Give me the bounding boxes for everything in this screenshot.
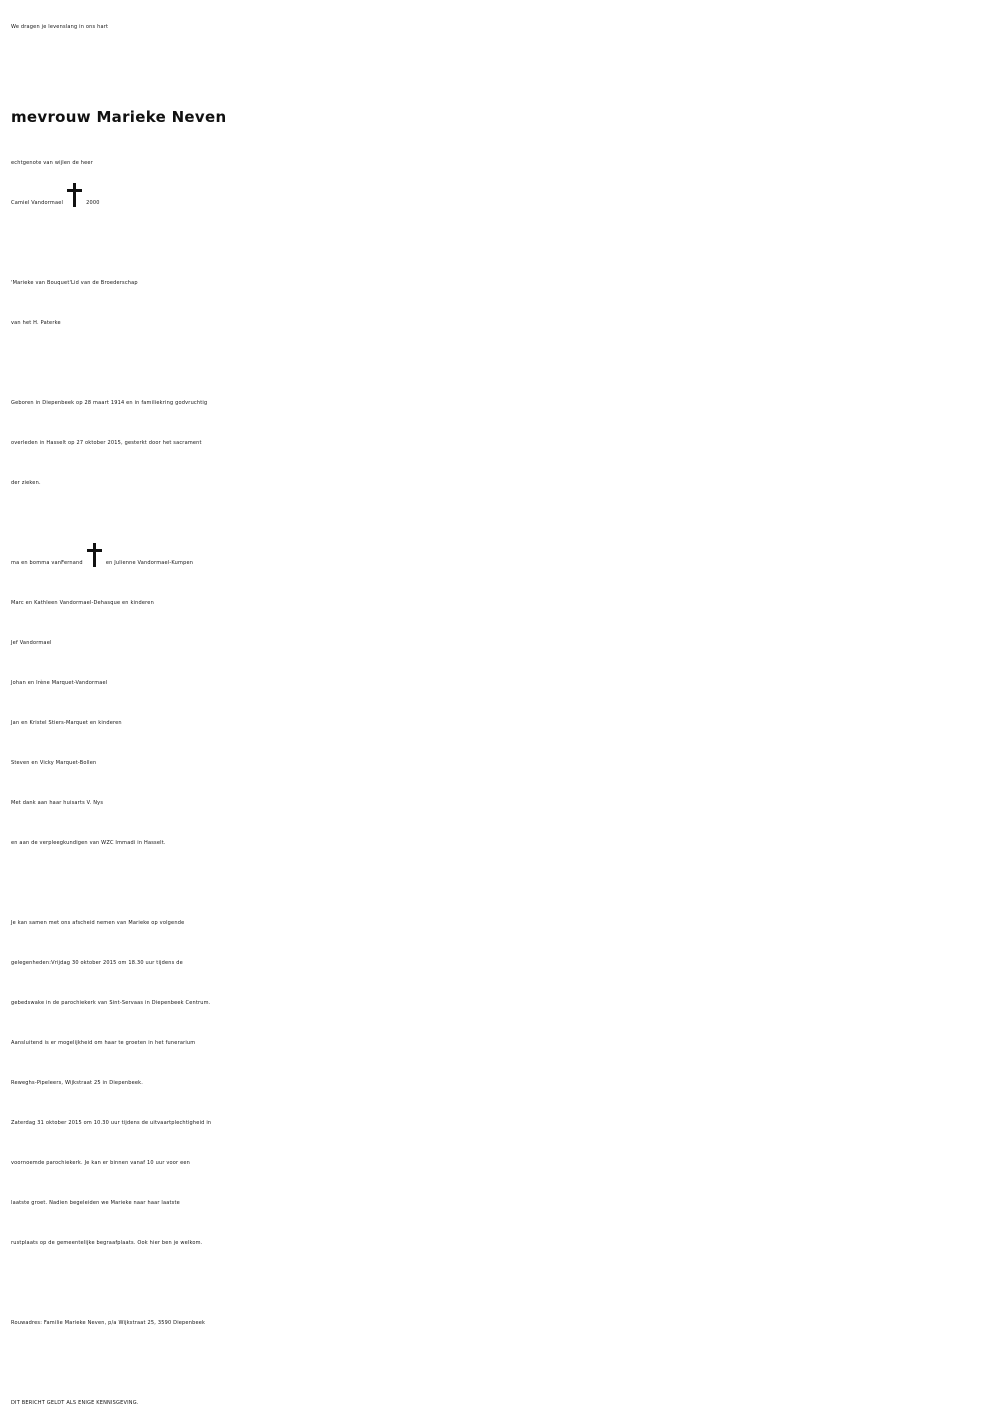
- life-line-3: der zieken.: [11, 480, 41, 486]
- spacer: [11, 1263, 995, 1303]
- nickname-line-2: van het H. Paterke: [11, 320, 61, 326]
- spacer: [11, 863, 995, 903]
- family-line: Johan en Irène Marquet-Vandormael: [11, 680, 108, 686]
- family-line-first: [11, 543, 995, 583]
- family-line: Jef Vandormael: [11, 640, 52, 646]
- spacer: [11, 223, 995, 263]
- farewell-line: gebedswake in de parochiekerk van Sint-Servaas in Diepenbeek Centrum.: [11, 1000, 211, 1006]
- life-line-2: overleden in Hasselt op 27 oktober 2015, gesterkt door het sacrament: [11, 440, 202, 446]
- farewell-line: gelegenheden:Vrijdag 30 oktober 2015 om 18.30 uur tijdens de: [11, 960, 183, 966]
- notice-statement: DIT BERICHT GELDT ALS ENIGE KENNISGEVING.: [11, 1400, 139, 1406]
- spouse-death-year: 2000: [86, 200, 100, 206]
- farewell-line: Zaterdag 31 oktober 2015 om 10.30 uur tijdens de uitvaartplechtigheid in: [11, 1120, 212, 1126]
- nickname-line-1: 'Marieke van Bouquet'Lid van de Broederschap: [11, 280, 138, 286]
- thanks-line: Met dank aan haar huisarts V. Nys: [11, 800, 104, 806]
- mourning-address: Rouwadres: Familie Marieke Neven, p/a Wijkstraat 25, 3590 Diepenbeek: [11, 1320, 206, 1326]
- spacer: [11, 47, 995, 87]
- life-line-1: Geboren in Diepenbeek op 28 maart 1914 en in familiekring godvruchtig: [11, 400, 208, 406]
- farewell-line: laatste groet. Nadien begeleiden we Marieke naar haar laatste: [11, 1200, 180, 1206]
- family-first-suffix: en Julienne Vandormael-Kumpen: [105, 560, 194, 566]
- family-line: Steven en Vicky Marquet-Bollen: [11, 760, 97, 766]
- spouse-line: [11, 183, 995, 223]
- farewell-line: voornoemde parochiekerk. Je kan er binnen vanaf 10 uur voor een: [11, 1160, 191, 1166]
- relation-line: echtgenote van wijlen de heer: [11, 160, 93, 166]
- spouse-name: Camiel Vandormael: [11, 200, 64, 206]
- farewell-line: Reweghs-Pipeleers, Wijkstraat 25 in Diepenbeek.: [11, 1080, 144, 1086]
- obituary-notice: [11, 7, 995, 1423]
- spacer: [11, 343, 995, 383]
- cross-icon: [67, 183, 81, 207]
- spacer: [11, 1343, 995, 1383]
- motto: We dragen je levenslang in ons hart: [11, 24, 109, 30]
- cross-icon: [87, 543, 101, 567]
- family-line: Marc en Kathleen Vandormael-Dehasque en kinderen: [11, 600, 154, 606]
- farewell-line: Je kan samen met ons afscheid nemen van Marieke op volgende: [11, 920, 185, 926]
- spacer: [11, 503, 995, 543]
- thanks-line: en aan de verpleegkundigen van WZC Immadi in Hasselt.: [11, 840, 166, 846]
- farewell-line: rustplaats op de gemeentelijke begraafplaats. Ook hier ben je welkom.: [11, 1240, 203, 1246]
- family-line: Jan en Kristel Stiers-Marquet en kinderen: [11, 720, 122, 726]
- farewell-line: Aansluitend is er mogelijkheid om haar te groeten in het funerarium: [11, 1040, 196, 1046]
- family-first-prefix: ma en bomma vanFernand: [11, 560, 83, 566]
- deceased-name: mevrouw Marieke Neven: [11, 108, 227, 126]
